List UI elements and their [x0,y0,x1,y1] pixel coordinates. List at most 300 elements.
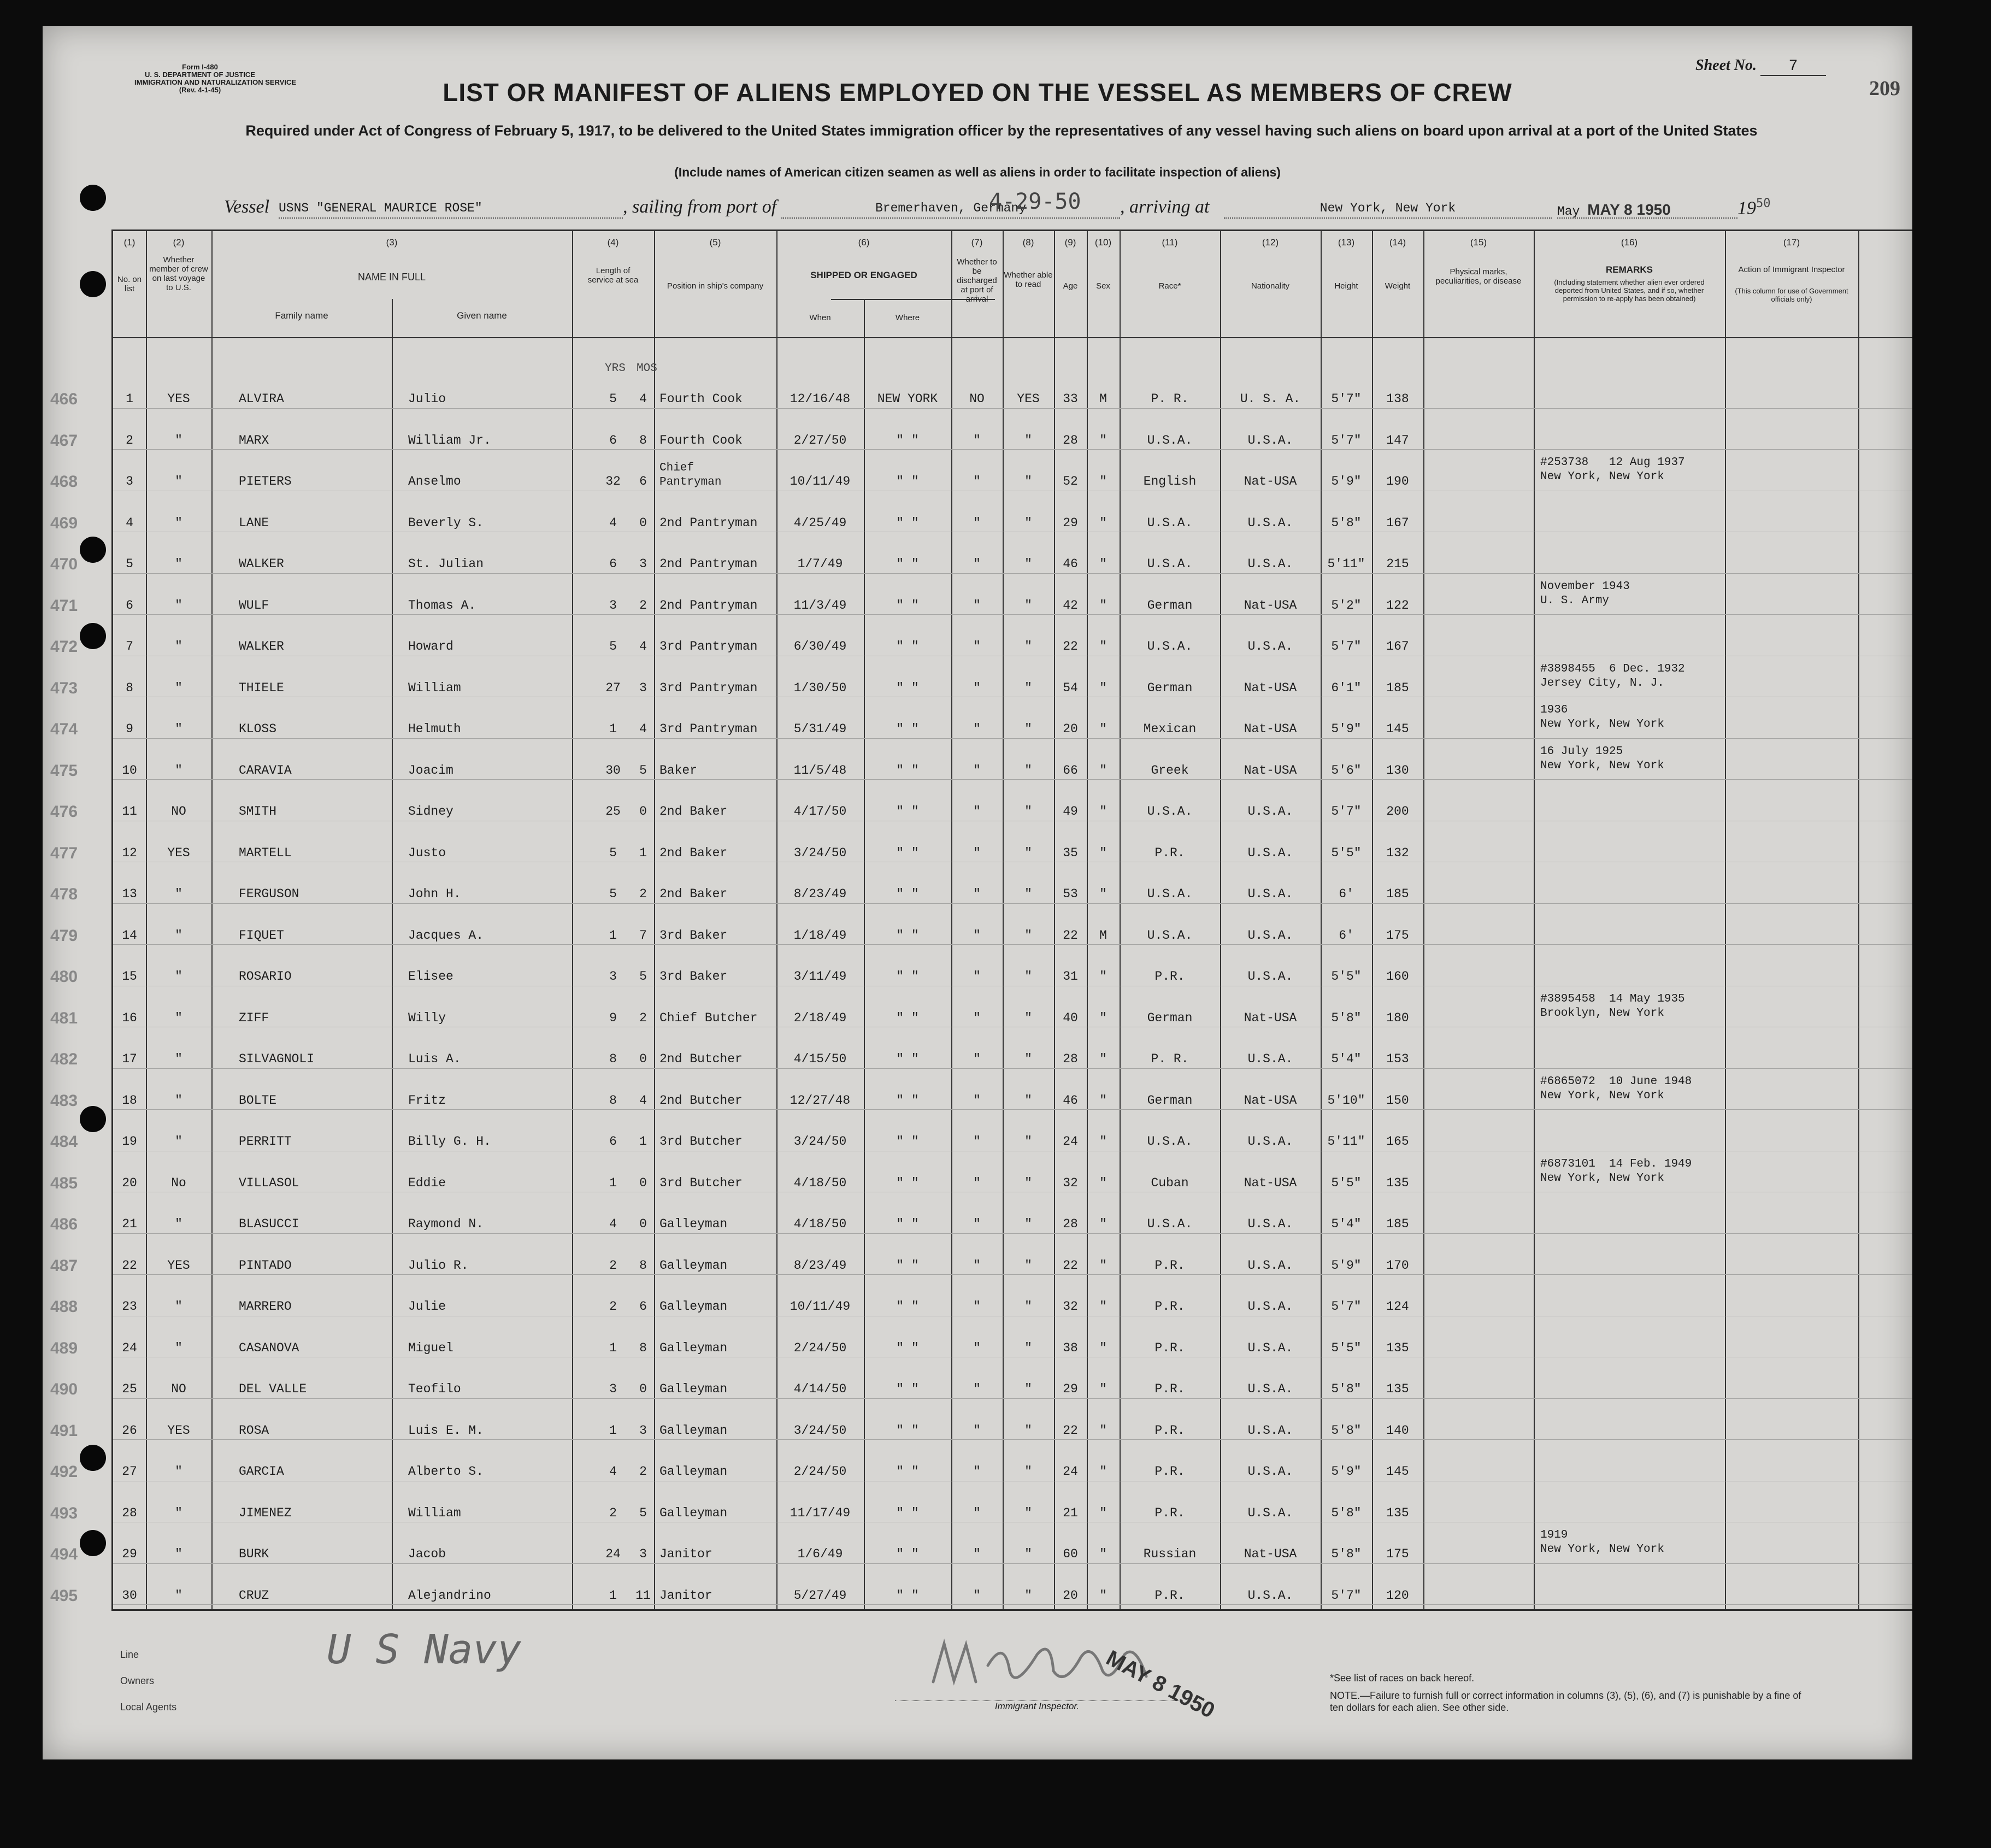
crew-height: 5'7" [1331,804,1362,819]
crew-row-number: 19 [122,1134,137,1149]
crew-weight: 185 [1386,887,1409,901]
crew-able-to-read: " [1024,1175,1032,1190]
col14-number: (14) [1389,237,1406,248]
col7-header: Whether to be discharged at port of arrival [957,257,997,304]
crew-weight: 160 [1386,969,1409,984]
crew-position: 3rd Pantryman [659,639,758,654]
punch-hole [80,185,106,211]
crew-row-number: 29 [122,1547,137,1561]
crew-service-months: 2 [639,1010,647,1025]
crew-service-years: 1 [609,722,617,736]
crew-given-name: Justo [408,845,446,860]
crew-sex: " [1099,1010,1107,1025]
side-line-number: 488 [50,1298,78,1316]
crew-family-name: ZIFF [239,1010,269,1025]
crew-shipped-when: 8/23/49 [793,1258,847,1273]
side-line-number: 485 [50,1174,78,1192]
crew-sex: " [1099,1052,1107,1066]
crew-service-years: 24 [605,1547,621,1561]
col13-number: (13) [1338,237,1355,248]
department-name: U. S. DEPARTMENT OF JUSTICE [145,70,255,79]
crew-sex: " [1099,1299,1107,1314]
crew-able-to-read: " [1024,969,1032,984]
crew-weight: 200 [1386,804,1409,819]
crew-able-to-read: " [1024,1093,1032,1108]
crew-family-name: DEL VALLE [239,1382,307,1396]
crew-discharged: " [973,1010,981,1025]
crew-position: Janitor [659,1588,712,1603]
crew-service-years: 32 [605,474,621,489]
crew-nationality: Nat-USA [1244,474,1297,489]
crew-family-name: VILLASOL [239,1175,299,1190]
crew-family-name: CASANOVA [239,1340,299,1355]
crew-discharged: " [973,722,981,736]
crew-given-name: Alejandrino [408,1588,491,1603]
crew-able-to-read: " [1024,1052,1032,1066]
crew-service-months: 8 [639,433,647,448]
crew-service-years: 5 [609,845,617,860]
row-rule [113,408,1912,409]
punch-hole [80,1106,106,1132]
crew-height: 5'9" [1331,722,1362,736]
crew-sex: " [1099,1423,1107,1438]
crew-family-name: KLOSS [239,722,277,736]
crew-service-months: 2 [639,1464,647,1479]
column-rule [1725,231,1726,1609]
crew-given-name: John H. [408,887,461,901]
crew-shipped-where: " " [896,1464,919,1479]
crew-position: Galleyman [659,1258,728,1273]
crew-weight: 130 [1386,763,1409,778]
crew-sex: M [1099,392,1107,406]
crew-weight: 215 [1386,557,1409,571]
crew-shipped-where: " " [896,1547,919,1561]
punch-hole [80,623,106,649]
sheet-number-value: 7 [1760,58,1826,76]
crew-nationality: U.S.A. [1247,887,1293,901]
crew-family-name: THIELE [239,680,284,695]
crew-position: 2nd Butcher [659,1052,743,1066]
crew-age: 52 [1063,474,1078,489]
crew-service-years: 30 [605,763,621,778]
crew-service-months: 8 [639,1340,647,1355]
crew-remarks: 16 July 1925 New York, New York [1540,745,1664,772]
crew-able-to-read: " [1024,763,1032,778]
col6-number: (6) [858,237,870,248]
sailing-date-handwritten: 4-29-50 [989,189,1081,214]
col5-header: Position in ship's company [667,281,764,291]
crew-discharged: " [973,680,981,695]
crew-service-months: 3 [639,1547,647,1561]
crew-sex: M [1099,928,1107,943]
crew-age: 49 [1063,804,1078,819]
crew-age: 66 [1063,763,1078,778]
side-line-number: 487 [50,1256,78,1275]
crew-height: 6' [1339,928,1354,943]
crew-height: 5'5" [1331,969,1362,984]
col14-header: Weight [1385,281,1411,291]
crew-position: Galleyman [659,1423,728,1438]
crew-nationality: U.S.A. [1247,928,1293,943]
manifest-sheet [43,26,1912,1759]
crew-given-name: Jacob [408,1547,446,1561]
sailing-port: Bremerhaven, Germany [781,201,1120,219]
crew-shipped-where: " " [896,680,919,695]
crew-nationality: U.S.A. [1247,1464,1293,1479]
crew-discharged: " [973,804,981,819]
crew-family-name: MARRERO [239,1299,292,1314]
crew-service-years: 4 [609,515,617,530]
crew-family-name: CRUZ [239,1588,269,1603]
crew-weight: 170 [1386,1258,1409,1273]
crew-row-number: 14 [122,928,137,943]
crew-family-name: FIQUET [239,928,284,943]
crew-shipped-when: 11/3/49 [793,598,847,613]
crew-family-name: SILVAGNOLI [239,1052,315,1066]
crew-height: 5'5" [1331,1175,1362,1190]
crew-service-years: 1 [609,1175,617,1190]
crew-discharged: " [973,887,981,901]
crew-able-to-read: " [1024,557,1032,571]
crew-shipped-when: 3/11/49 [793,969,847,984]
arriving-label: , arriving at [1120,197,1210,217]
crew-family-name: SMITH [239,804,277,819]
crew-given-name: Anselmo [408,474,461,489]
crew-row-number: 11 [122,804,137,819]
punch-hole [80,271,106,297]
crew-shipped-when: 12/27/48 [790,1093,851,1108]
crew-position: Fourth Cook [659,433,743,448]
crew-weight: 124 [1386,1299,1409,1314]
crew-shipped-when: 4/14/50 [793,1382,847,1396]
crew-age: 22 [1063,1423,1078,1438]
row-rule [113,903,1912,904]
crew-sex: " [1099,804,1107,819]
crew-discharged: " [973,1340,981,1355]
crew-discharged: " [973,763,981,778]
crew-service-months: 0 [639,1382,647,1396]
crew-weight: 180 [1386,1010,1409,1025]
crew-race: P.R. [1154,1382,1185,1396]
crew-service-months: 6 [639,1299,647,1314]
crew-service-months: 2 [639,887,647,901]
crew-shipped-when: 5/27/49 [793,1588,847,1603]
crew-weight: 122 [1386,598,1409,613]
side-line-number: 480 [50,968,78,986]
col6-where-header: Where [895,313,920,322]
crew-last-voyage: NO [171,1382,186,1396]
crew-discharged: " [973,1547,981,1561]
crew-last-voyage: " [175,1010,182,1025]
crew-age: 28 [1063,1217,1078,1231]
crew-service-years: 2 [609,1505,617,1520]
col4-number: (4) [607,237,619,248]
crew-weight: 135 [1386,1175,1409,1190]
crew-service-months: 3 [639,680,647,695]
crew-shipped-where: NEW YORK [877,392,938,406]
crew-last-voyage: NO [171,804,186,819]
crew-shipped-where: " " [896,1175,919,1190]
crew-able-to-read: " [1024,928,1032,943]
crew-given-name: Howard [408,639,453,654]
crew-age: 29 [1063,515,1078,530]
crew-row-number: 21 [122,1217,137,1231]
crew-last-voyage: " [175,1217,182,1231]
crew-shipped-when: 12/16/48 [790,392,851,406]
crew-last-voyage: " [175,598,182,613]
crew-family-name: LANE [239,515,269,530]
crew-weight: 145 [1386,722,1409,736]
crew-weight: 190 [1386,474,1409,489]
crew-service-years: 4 [609,1464,617,1479]
crew-last-voyage: " [175,887,182,901]
crew-nationality: U.S.A. [1247,1382,1293,1396]
crew-shipped-when: 3/24/50 [793,845,847,860]
crew-shipped-where: " " [896,639,919,654]
crew-shipped-when: 8/23/49 [793,887,847,901]
crew-able-to-read: " [1024,433,1032,448]
side-line-number: 475 [50,761,78,780]
crew-age: 20 [1063,722,1078,736]
crew-service-years: 6 [609,557,617,571]
crew-row-number: 10 [122,763,137,778]
crew-shipped-when: 4/18/50 [793,1217,847,1231]
column-rule [1534,231,1535,1609]
crew-given-name: William Jr. [408,433,491,448]
side-line-number: 468 [50,473,78,491]
crew-race: P.R. [1154,1464,1185,1479]
crew-age: 33 [1063,392,1078,406]
crew-height: 5'8" [1331,1423,1362,1438]
crew-race: U.S.A. [1147,639,1193,654]
crew-weight: 147 [1386,433,1409,448]
crew-weight: 138 [1386,392,1409,406]
crew-last-voyage: " [175,1588,182,1603]
crew-row-number: 12 [122,845,137,860]
crew-able-to-read: " [1024,722,1032,736]
crew-shipped-when: 2/27/50 [793,433,847,448]
crew-position: Chief Pantryman [659,462,722,489]
crew-service-years: 6 [609,1134,617,1149]
vessel-label: Vessel [224,197,270,217]
crew-given-name: Eddie [408,1175,446,1190]
col3-family-header: Family name [275,310,328,321]
crew-last-voyage: " [175,1547,182,1561]
crew-shipped-when: 5/31/49 [793,722,847,736]
crew-nationality: Nat-USA [1244,1093,1297,1108]
crew-discharged: " [973,474,981,489]
crew-race: P. R. [1151,1052,1189,1066]
side-line-number: 489 [50,1339,78,1357]
crew-service-months: 3 [639,557,647,571]
crew-given-name: Julio R. [408,1258,469,1273]
crew-last-voyage: " [175,1464,182,1479]
crew-nationality: U.S.A. [1247,845,1293,860]
crew-sex: " [1099,887,1107,901]
service-years-unit: YRS [605,362,626,375]
crew-nationality: U.S.A. [1247,1505,1293,1520]
vessel-name: USNS "GENERAL MAURICE ROSE" [279,201,623,219]
crew-discharged: " [973,1423,981,1438]
crew-sex: " [1099,763,1107,778]
crew-given-name: Alberto S. [408,1464,484,1479]
crew-height: 6'1" [1331,680,1362,695]
crew-able-to-read: " [1024,887,1032,901]
crew-row-number: 18 [122,1093,137,1108]
side-line-number: 477 [50,844,78,862]
crew-shipped-where: " " [896,515,919,530]
crew-row-number: 15 [122,969,137,984]
crew-family-name: CARAVIA [239,763,292,778]
crew-family-name: ROSA [239,1423,269,1438]
side-line-number: 478 [50,885,78,903]
crew-discharged: " [973,969,981,984]
crew-service-months: 5 [639,969,647,984]
side-line-number: 486 [50,1215,78,1233]
crew-position: Galleyman [659,1382,728,1396]
side-line-number: 473 [50,679,78,697]
crew-discharged: " [973,1052,981,1066]
crew-position: Galleyman [659,1505,728,1520]
crew-last-voyage: " [175,1340,182,1355]
crew-weight: 153 [1386,1052,1409,1066]
crew-service-months: 6 [639,474,647,489]
crew-family-name: WALKER [239,557,284,571]
column-rule [1423,231,1424,1609]
crew-race: Greek [1151,763,1189,778]
crew-given-name: Thomas A. [408,598,476,613]
crew-last-voyage: YES [167,845,190,860]
crew-remarks: #3898455 6 Dec. 1932 Jersey City, N. J. [1540,662,1685,690]
crew-nationality: U.S.A. [1247,1134,1293,1149]
crew-age: 40 [1063,1010,1078,1025]
crew-row-number: 25 [122,1382,137,1396]
crew-discharged: " [973,557,981,571]
crew-shipped-when: 1/7/49 [797,557,843,571]
crew-shipped-when: 4/17/50 [793,804,847,819]
crew-given-name: Joacim [408,763,453,778]
crew-age: 32 [1063,1175,1078,1190]
crew-shipped-when: 11/5/48 [793,763,847,778]
crew-shipped-when: 1/18/49 [793,928,847,943]
crew-position: Fourth Cook [659,392,743,406]
side-line-number: 471 [50,596,78,615]
page-number: 209 [1869,77,1900,100]
crew-discharged: " [973,1299,981,1314]
sheet-number-label: Sheet No. [1695,57,1757,74]
crew-sex: " [1099,1134,1107,1149]
crew-sex: " [1099,722,1107,736]
crew-weight: 165 [1386,1134,1409,1149]
col4-header: Length of service at sea [587,266,639,285]
crew-weight: 167 [1386,639,1409,654]
col17-number: (17) [1783,237,1800,248]
crew-position: 3rd Pantryman [659,680,758,695]
crew-last-voyage: " [175,763,182,778]
crew-sex: " [1099,598,1107,613]
col3-header: NAME IN FULL [357,272,426,283]
crew-discharged: " [973,1382,981,1396]
document-title: LIST OR MANIFEST OF ALIENS EMPLOYED ON THE VESSEL AS MEMBERS OF CREW [443,78,1512,107]
crew-discharged: " [973,1134,981,1149]
crew-race: P.R. [1154,1423,1185,1438]
row-rule [113,1604,1912,1605]
races-note: *See list of races on back hereof. [1330,1673,1475,1684]
crew-age: 29 [1063,1382,1078,1396]
row-rule [113,573,1912,574]
col11-number: (11) [1162,237,1178,248]
crew-able-to-read: " [1024,680,1032,695]
service-name: IMMIGRATION AND NATURALIZATION SERVICE [134,78,297,86]
owners-handwritten: U S Navy [327,1626,522,1673]
crew-weight: 185 [1386,680,1409,695]
side-line-number: 479 [50,926,78,945]
crew-race: U.S.A. [1147,887,1193,901]
crew-weight: 185 [1386,1217,1409,1231]
crew-able-to-read: " [1024,1464,1032,1479]
crew-service-years: 27 [605,680,621,695]
crew-race: English [1143,474,1197,489]
crew-service-months: 4 [639,1093,647,1108]
crew-last-voyage: " [175,474,182,489]
column-rule [654,231,655,1609]
crew-nationality: Nat-USA [1244,598,1297,613]
crew-position: 3rd Baker [659,969,728,984]
crew-service-months: 3 [639,1423,647,1438]
crew-height: 5'7" [1331,639,1362,654]
crew-shipped-where: " " [896,763,919,778]
crew-able-to-read: " [1024,515,1032,530]
punch-hole [80,1445,106,1471]
crew-shipped-where: " " [896,1134,919,1149]
document-subnote: (Include names of American citizen seamen as well as aliens in order to facilitate inspection of aliens) [674,165,1281,179]
crew-service-months: 1 [639,1134,647,1149]
crew-shipped-where: " " [896,1217,919,1231]
crew-position: Galleyman [659,1464,728,1479]
crew-weight: 135 [1386,1505,1409,1520]
crew-height: 5'8" [1331,515,1362,530]
crew-last-voyage: " [175,433,182,448]
crew-sex: " [1099,1382,1107,1396]
crew-position: Galleyman [659,1299,728,1314]
side-line-number: 474 [50,720,78,738]
crew-shipped-when: 10/11/49 [790,474,851,489]
crew-sex: " [1099,1217,1107,1231]
crew-race: P. R. [1151,392,1189,406]
side-line-number: 470 [50,555,78,573]
crew-weight: 120 [1386,1588,1409,1603]
crew-race: P.R. [1154,1258,1185,1273]
row-rule [113,1563,1912,1564]
crew-shipped-where: " " [896,1093,919,1108]
crew-given-name: Luis E. M. [408,1423,484,1438]
crew-position: 2nd Baker [659,887,728,901]
crew-service-years: 2 [609,1299,617,1314]
crew-nationality: U.S.A. [1247,1217,1293,1231]
crew-row-number: 1 [126,392,133,406]
crew-height: 5'8" [1331,1505,1362,1520]
crew-row-number: 20 [122,1175,137,1190]
crew-last-voyage: " [175,1052,182,1066]
crew-service-years: 1 [609,1340,617,1355]
crew-row-number: 6 [126,598,133,613]
crew-able-to-read: " [1024,1340,1032,1355]
side-line-number: 495 [50,1586,78,1605]
crew-last-voyage: No [171,1175,186,1190]
row-rule [113,1233,1912,1234]
crew-row-number: 24 [122,1340,137,1355]
crew-age: 24 [1063,1464,1078,1479]
